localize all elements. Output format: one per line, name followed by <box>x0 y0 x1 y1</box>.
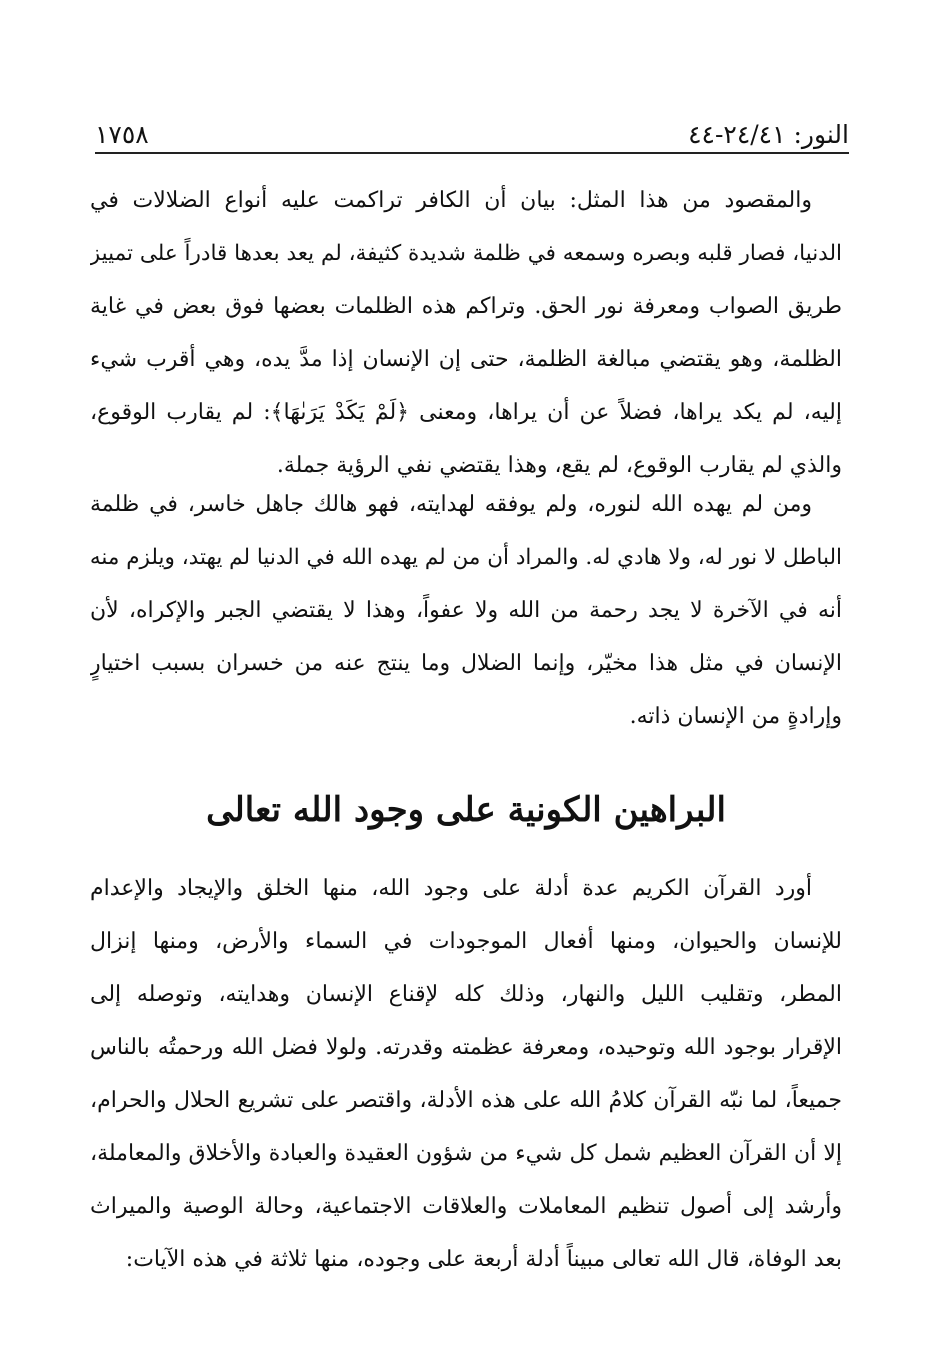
text-line: الدنيا، فصار قلبه وبصره وسمعه في ظلمة شديدة كثيفة، لم يعد بعدها قادراً على تمييز <box>90 241 842 266</box>
text-line: أورد القرآن الكريم عدة أدلة على وجود الله، منها الخلق والإيجاد والإعدام <box>90 876 812 901</box>
text-line: طريق الصواب ومعرفة نور الحق. وتراكم هذه الظلمات بعضها فوق بعض في غاية <box>90 294 842 319</box>
section-paragraph <box>90 862 842 1286</box>
text-line: الظلمة، وهو يقتضي مبالغة الظلمة، حتى إن الإنسان إذا مدَّ يده، وهي أقرب شيء <box>90 347 842 372</box>
text-line: إليه، لم يكد يراها، فضلاً عن أن يراها، ومعنى ﴿لَمْ يَكَدْ يَرَىٰهَا﴾: لم يقارب الوقوع، <box>90 400 842 425</box>
text-line: جميعاً، لما نبّه القرآن كلامُ الله على هذه الأدلة، واقتصر على تشريع الحلال والحرام، <box>90 1088 842 1113</box>
text-line: وأرشد إلى أصول تنظيم المعاملات والعلاقات الاجتماعية، وحالة الوصية والميراث <box>90 1194 842 1219</box>
text-line: الباطل لا نور له، ولا هادي له. والمراد أن من لم يهده الله في الدنيا لم يهتد، ويلزم منه <box>90 545 842 570</box>
text-line: أنه في الآخرة لا يجد رحمة من الله ولا عفواً، وهذا لا يقتضي الجبر والإكراه، لأن <box>90 598 842 623</box>
text-line: المطر، وتقليب الليل والنهار، وذلك كله لإقناع الإنسان وهدايته، وتوصله إلى <box>90 982 842 1007</box>
text-line: بعد الوفاة، قال الله تعالى مبيناً أدلة أربعة على وجوده، منها ثلاثة في هذه الآيات: <box>125 1247 842 1272</box>
text-line: والمقصود من هذا المثل: بيان أن الكافر تراكمت عليه أنواع الضلالات في <box>90 188 812 213</box>
text-line: والذي لم يقارب الوقوع، لم يقع، وهذا يقتضي نفي الرؤية جملة. <box>276 453 842 478</box>
text-line: ومن لم يهده الله لنوره، ولم يوفقه لهدايته، فهو هالك جاهل خاسر، في ظلمة <box>90 492 812 517</box>
text-line: الإنسان في مثل هذا مخيّر، وإنما الضلال وما ينتج عنه من خسران بسبب اختيارٍ <box>90 651 842 676</box>
header-divider <box>95 152 849 154</box>
text-line: الإقرار بوجود الله وتوحيده، ومعرفة عظمته وقدرته. ولولا فضل الله ورحمتُه بالناس <box>90 1035 842 1060</box>
section-heading: البراهين الكونية على وجود الله تعالى <box>206 790 726 830</box>
running-title: النور: ٢٤/٤١-٤٤ <box>688 120 849 149</box>
page-number: ١٧٥٨ <box>95 120 149 149</box>
page-header <box>95 112 849 152</box>
paragraph-1 <box>90 174 842 492</box>
text-line: وإرادةٍ من الإنسان ذاته. <box>629 704 842 729</box>
text-line: إلا أن القرآن العظيم شمل كل شيء من شؤون العقيدة والعبادة والأخلاق والمعاملة، <box>90 1141 842 1166</box>
paragraph-2 <box>90 478 842 743</box>
text-line: للإنسان والحيوان، ومنها أفعال الموجودات في السماء والأرض، ومنها إنزال <box>90 929 842 954</box>
